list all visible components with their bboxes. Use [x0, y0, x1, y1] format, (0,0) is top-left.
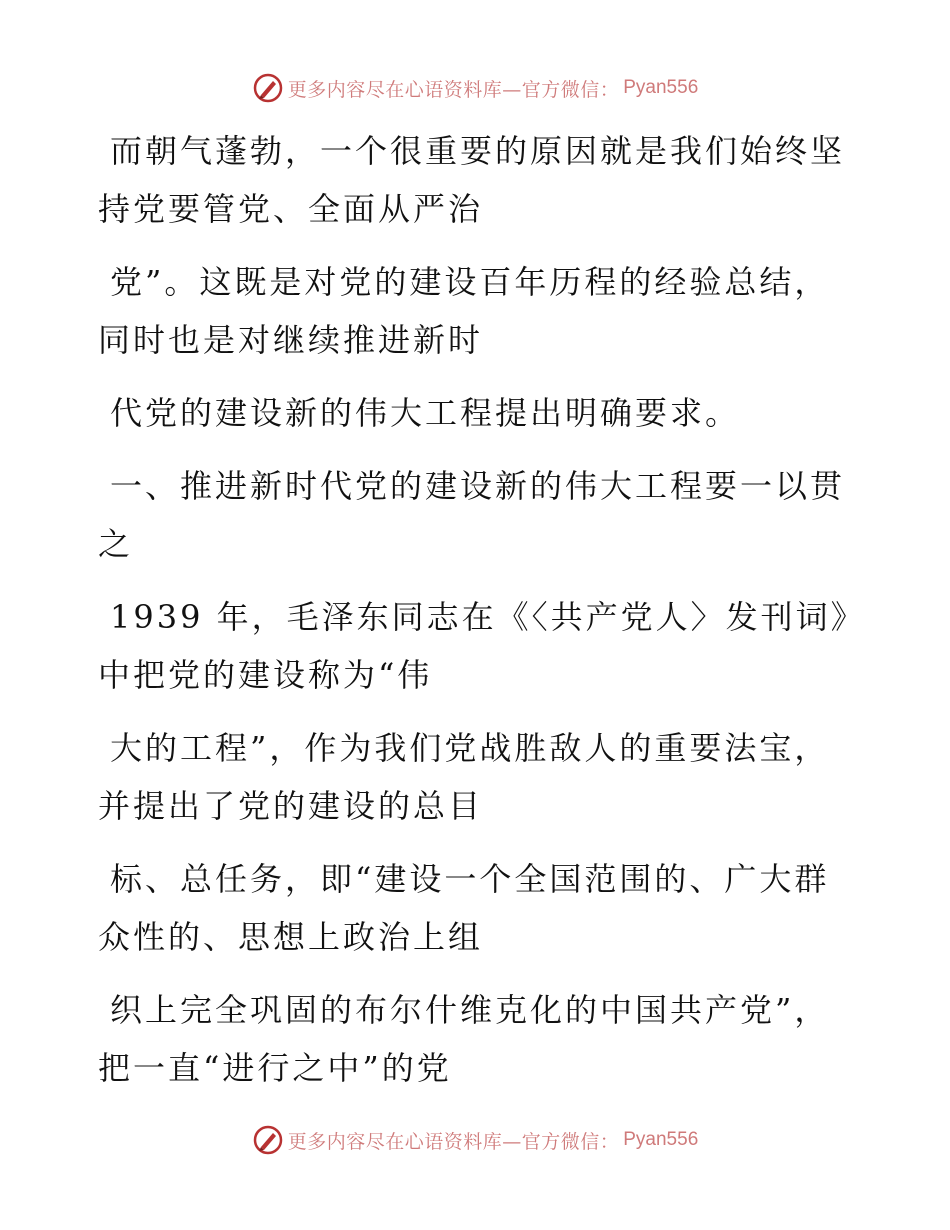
- section-heading: [98, 457, 858, 573]
- paragraph-line: 1939 年，毛泽东同志在《〈共产党人〉发刊词》: [110, 598, 866, 636]
- paragraph-line: 代党的建设新的伟大工程提出明确要求。: [110, 394, 741, 432]
- paragraph-line: 大的工程”，作为我们党战胜敌人的重要法宝，: [110, 729, 830, 767]
- pen-logo-icon: [252, 72, 284, 104]
- paragraph-line: 同时也是对继续推进新时: [98, 321, 484, 359]
- paragraph-line: 并提出了党的建设的总目: [98, 787, 484, 825]
- footer-watermark: [0, 1122, 950, 1158]
- paragraph-line: 众性的、思想上政治上组: [98, 918, 484, 956]
- paragraph-line: 一、推进新时代党的建设新的伟大工程要一以贯: [110, 467, 846, 505]
- paragraph: [98, 850, 858, 966]
- paragraph-line: 党”。这既是对党的建设百年历程的经验总结，: [110, 263, 830, 301]
- paragraph-line: 之: [98, 525, 134, 563]
- watermark-text: 更多内容尽在心语资料库—官方微信：: [287, 78, 620, 101]
- paragraph-line: 中把党的建设称为“伟: [98, 656, 433, 694]
- paragraph-line: 织上完全巩固的布尔什维克化的中国共产党”，: [110, 991, 830, 1029]
- watermark-text: 更多内容尽在心语资料库—官方微信：: [287, 1130, 620, 1153]
- paragraph: [98, 719, 858, 835]
- paragraph: [98, 122, 858, 238]
- paragraph-line: 标、总任务，即“建设一个全国范围的、广大群: [110, 860, 830, 898]
- paragraph-line: 持党要管党、全面从严治: [98, 190, 484, 228]
- document-body: [98, 122, 866, 1112]
- paragraph-line: 而朝气蓬勃，一个很重要的原因就是我们始终坚: [110, 132, 846, 170]
- paragraph: [98, 253, 858, 369]
- watermark-wechat-id: Pyan556: [623, 1129, 699, 1150]
- paragraph: [98, 981, 858, 1097]
- paragraph: [98, 384, 858, 442]
- watermark-wechat-id: Pyan556: [623, 77, 699, 98]
- paragraph: [98, 588, 866, 704]
- header-watermark: [0, 70, 950, 106]
- pen-logo-icon: [252, 1124, 284, 1156]
- paragraph-line: 把一直“进行之中”的党: [98, 1049, 452, 1087]
